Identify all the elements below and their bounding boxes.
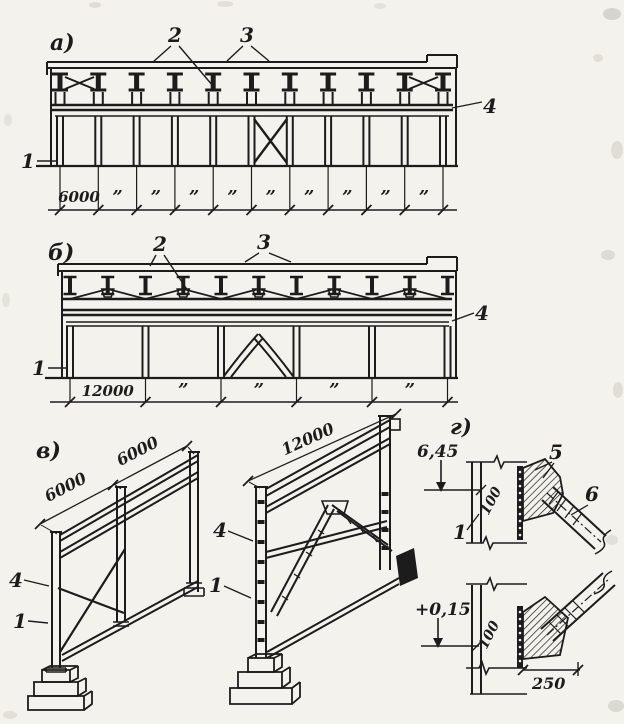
ditto: ” <box>380 187 391 208</box>
dim-250-text: 250 <box>532 674 566 693</box>
dim-100-top: 100 <box>477 484 506 518</box>
ditto: ” <box>404 380 415 401</box>
callout-1: 1 <box>13 609 27 633</box>
parapet <box>427 257 457 271</box>
lower-columns <box>57 116 446 166</box>
panel-b-elevation-12000 <box>32 230 489 407</box>
dimension-row <box>48 166 457 215</box>
callout-2: 2 <box>168 23 182 47</box>
post-stubs <box>56 92 448 104</box>
upper-posts <box>52 74 451 90</box>
panel-v-label: в) <box>36 438 61 464</box>
ditto: ” <box>188 187 200 208</box>
parapet <box>427 55 457 68</box>
roof-beam <box>58 257 457 378</box>
crane-girder <box>62 310 452 326</box>
callout-4: 4 <box>483 94 497 118</box>
callout-4: 4 <box>213 518 227 542</box>
panel-a-elevation-6000 <box>21 23 497 215</box>
bottom-beam <box>62 581 198 661</box>
dim-6000-1: 6000 <box>41 468 90 506</box>
callout-5: 5 <box>549 440 563 464</box>
bay-dim: 12000 <box>81 382 134 400</box>
dim-100-bottom: 100 <box>475 618 504 652</box>
detail-lower <box>421 571 615 694</box>
frame-6000 <box>24 441 204 710</box>
frame-12000 <box>224 409 418 704</box>
bottom-beam <box>267 578 399 658</box>
lower-columns <box>67 326 451 378</box>
bay-dim: 6000 <box>58 188 100 206</box>
foundation <box>230 654 300 704</box>
upper-x-brace-left <box>65 77 94 89</box>
callout-6: 6 <box>585 482 599 506</box>
lower-x-brace <box>254 119 287 163</box>
dim-12000: 12000 <box>278 418 337 460</box>
panel-b-label: б) <box>48 240 75 266</box>
leader-lines <box>24 580 49 623</box>
callout-2: 2 <box>153 232 167 256</box>
truss-posts <box>64 277 455 294</box>
portal-brace <box>224 334 293 377</box>
ditto: ” <box>150 187 161 208</box>
callout-1: 1 <box>21 149 35 173</box>
mid-tie <box>266 521 387 558</box>
base-block <box>396 548 418 586</box>
crane-girder <box>51 105 453 116</box>
brace-member <box>542 487 611 554</box>
x-brace <box>58 549 125 652</box>
dim-6000-2: 6000 <box>113 432 162 470</box>
panel-g-connection-details <box>415 414 615 694</box>
ditto: ” <box>329 380 340 401</box>
gusset-plate <box>523 597 568 659</box>
callout-3: 3 <box>257 230 271 254</box>
elevation-mark-top: 6,45 <box>417 442 459 462</box>
callout-3: 3 <box>240 23 254 47</box>
ditto: ” <box>342 187 353 208</box>
callout-1: 1 <box>209 573 223 597</box>
ditto: ” <box>112 187 123 208</box>
top-break-edge <box>466 578 527 590</box>
upper-x-brace-right <box>409 77 438 89</box>
callout-1: 1 <box>453 520 467 544</box>
ditto: ” <box>303 187 315 208</box>
ditto: ” <box>253 380 264 401</box>
panel-a-label: а) <box>50 30 75 56</box>
callout-4: 4 <box>475 301 489 325</box>
elevation-mark-bottom: +0,15 <box>415 600 471 620</box>
panel-v-isometric-frames <box>9 409 418 710</box>
callout-1: 1 <box>32 356 46 380</box>
ditto: ” <box>265 187 276 208</box>
callout-4: 4 <box>9 568 23 592</box>
column-flange <box>472 462 481 543</box>
panel-g-label: г) <box>450 414 472 439</box>
ditto: ” <box>178 380 189 401</box>
ditto: ” <box>227 187 238 208</box>
leader-lines <box>224 531 253 598</box>
ditto: ” <box>418 187 430 208</box>
